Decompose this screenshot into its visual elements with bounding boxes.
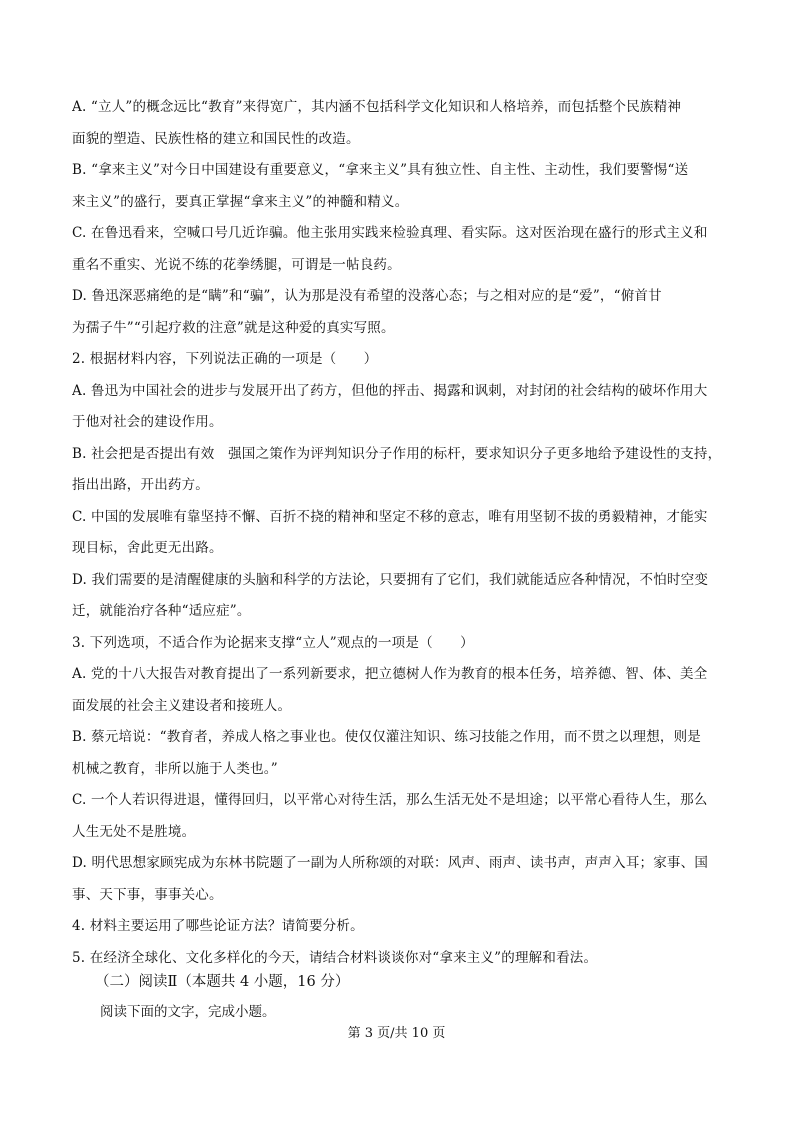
text-line: 迁，就能治疗各种“适应症”。 <box>72 603 251 619</box>
text-line: 人生无处不是胜境。 <box>72 823 196 840</box>
text-line: A. 鲁迅为中国社会的进步与发展开出了药方，但他的抨击、揭露和讽刺，对封闭的社会结构的破坏作用大 <box>72 382 708 399</box>
text-line: 于他对社会的建设作用。 <box>72 414 223 430</box>
question-2-stem: 2. 根据材料内容，下列说法正确的一项是（ ） <box>72 351 378 367</box>
text-line: 指出出路，开出药方。 <box>72 477 209 493</box>
text-line: 为孺子牛”“引起疗救的注意”就是这种爱的真实写照。 <box>72 319 395 336</box>
text-line: 来主义”的盛行，要真正掌握“拿来主义”的神髓和精义。 <box>72 193 409 210</box>
text-line: A. 党的十八大报告对教育提出了一系列新要求，把立德树人作为教育的根本任务，培养德、智、体、美全 <box>72 666 708 682</box>
reading-instruction: 阅读下面的文字，完成小题。 <box>100 1004 276 1020</box>
text-line: C. 中国的发展唯有靠坚持不懈、百折不挠的精神和坚定不移的意志，唯有用坚韧不拔的勇毅精神，才能实 <box>72 508 708 525</box>
text-line: B. “拿来主义”对今日中国建设有重要意义，“拿来主义”具有独立性、自主性、主动性，我们要警惕“送 <box>72 162 689 178</box>
question-text-block <box>72 92 722 974</box>
text-line: D. 明代思想家顾宪成为东林书院题了一副为人所称颂的对联：风声、雨声、读书声，声声入耳；家事、国 <box>72 855 709 871</box>
text-line: B. 蔡元培说：“教育者，养成人格之事业也。使仅仅灌注知识、练习技能之作用，而不贯之以理想，则是 <box>72 729 702 745</box>
text-line: D. 我们需要的是清醒健康的头脑和科学的方法论，只要拥有了它们，我们就能适应各种情况，不怕时空变 <box>72 571 709 588</box>
text-line: A. “立人”的概念远比“教育”来得宽广，其内涵不包括科学文化知识和人格培养，而包括整个民族精神 <box>72 99 682 115</box>
text-line: 面貌的塑造、民族性格的建立和国民性的改造。 <box>72 130 360 147</box>
section-heading: （二）阅读Ⅱ（本题共 4 小题，16 分） <box>95 974 350 990</box>
text-line: 机械之教育，非所以施于人类也。” <box>72 760 278 777</box>
text-line: 面发展的社会主义建设者和接班人。 <box>72 697 292 714</box>
page-footer: 第 3 页/共 10 页 <box>347 1026 446 1041</box>
question-3-stem: 3. 下列选项，不适合作为论据来支撑“立人”观点的一项是（ ） <box>72 634 474 651</box>
text-line: B. 社会把是否提出有效 强国之策作为评判知识分子作用的标杆，要求知识分子更多地给予建设性的支持， <box>72 445 722 462</box>
text-line: 现目标，舍此更无出路。 <box>72 540 223 556</box>
question-5-stem: 5. 在经济全球化、文化多样化的今天，请结合材料谈谈你对“拿来主义”的理解和看法。 <box>72 949 598 966</box>
text-line: 事、天下事，事事关心。 <box>72 886 223 903</box>
text-line: 重名不重实、光说不练的花拳绣腿，可谓是一帖良药。 <box>72 256 401 273</box>
question-4-stem: 4. 材料主要运用了哪些论证方法？请简要分析。 <box>72 918 364 934</box>
text-line: C. 一个人若识得进退，懂得回归，以平常心对待生活，那么生活无处不是坦途；以平常心看待人生，那么 <box>72 792 708 808</box>
text-line: D. 鲁迅深恶痛绝的是“瞒”和“骗”，认为那是没有希望的没落心态；与之相对应的是“爱”，“俯首甘 <box>72 288 662 304</box>
text-line: C. 在鲁迅看来，空喊口号几近诈骗。他主张用实践来检验真理、看实际。这对医治现在盛行的形式主义和 <box>72 225 708 241</box>
